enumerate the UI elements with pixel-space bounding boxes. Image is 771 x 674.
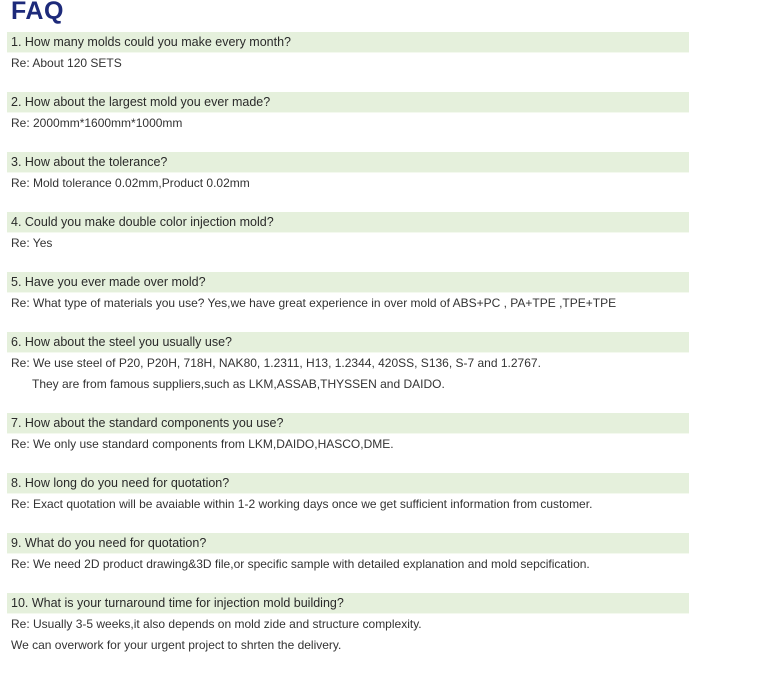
- faq-question: 7. How about the standard components you use?: [7, 413, 689, 434]
- faq-item: [7, 32, 689, 92]
- faq-answer-continued: We can overwork for your urgent project to shrten the delivery.: [11, 638, 342, 652]
- faq-answer-continued: They are from famous suppliers,such as LKM,ASSAB,THYSSEN and DAIDO.: [32, 377, 445, 391]
- faq-answer: Re: 2000mm*1600mm*1000mm: [11, 116, 183, 130]
- faq-answer: Re: What type of materials you use? Yes,we have great experience in over mold of ABS+PC , PA+TPE ,TPE+TPE: [11, 296, 617, 310]
- faq-question: 4. Could you make double color injection mold?: [7, 212, 689, 233]
- faq-question: 3. How about the tolerance?: [7, 152, 689, 173]
- faq-question: 10. What is your turnaround time for injection mold building?: [7, 593, 689, 614]
- page-title: FAQ: [11, 0, 64, 25]
- faq-question: 6. How about the steel you usually use?: [7, 332, 689, 353]
- faq-item: [7, 272, 689, 332]
- faq-answer: Re: Mold tolerance 0.02mm,Product 0.02mm: [11, 176, 250, 190]
- faq-question: 8. How long do you need for quotation?: [7, 473, 689, 494]
- faq-question: 1. How many molds could you make every month?: [7, 32, 689, 53]
- faq-list: [7, 32, 689, 674]
- faq-question: 2. How about the largest mold you ever made?: [7, 92, 689, 113]
- faq-answer: Re: About 120 SETS: [11, 56, 122, 70]
- faq-answer: Re: We need 2D product drawing&3D file,or specific sample with detailed explanation and mold sepcification.: [11, 557, 590, 571]
- faq-item: [7, 92, 689, 152]
- faq-answer: Re: Exact quotation will be avaiable within 1-2 working days once we get sufficient information from customer.: [11, 497, 593, 511]
- faq-question: 5. Have you ever made over mold?: [7, 272, 689, 293]
- faq-item: [7, 212, 689, 272]
- faq-item: [7, 332, 689, 413]
- faq-question: 9. What do you need for quotation?: [7, 533, 689, 554]
- faq-answer: Re: We only use standard components from LKM,DAIDO,HASCO,DME.: [11, 437, 394, 451]
- faq-answer: Re: We use steel of P20, P20H, 718H, NAK80, 1.2311, H13, 1.2344, 420SS, S136, S-7 and 1.2767.: [11, 356, 541, 370]
- faq-answer: Re: Yes: [11, 236, 53, 250]
- faq-item: [7, 533, 689, 593]
- faq-answer: Re: Usually 3-5 weeks,it also depends on mold zide and structure complexity.: [11, 617, 422, 631]
- faq-item: [7, 473, 689, 533]
- faq-item: [7, 413, 689, 473]
- faq-item: [7, 593, 689, 674]
- faq-item: [7, 152, 689, 212]
